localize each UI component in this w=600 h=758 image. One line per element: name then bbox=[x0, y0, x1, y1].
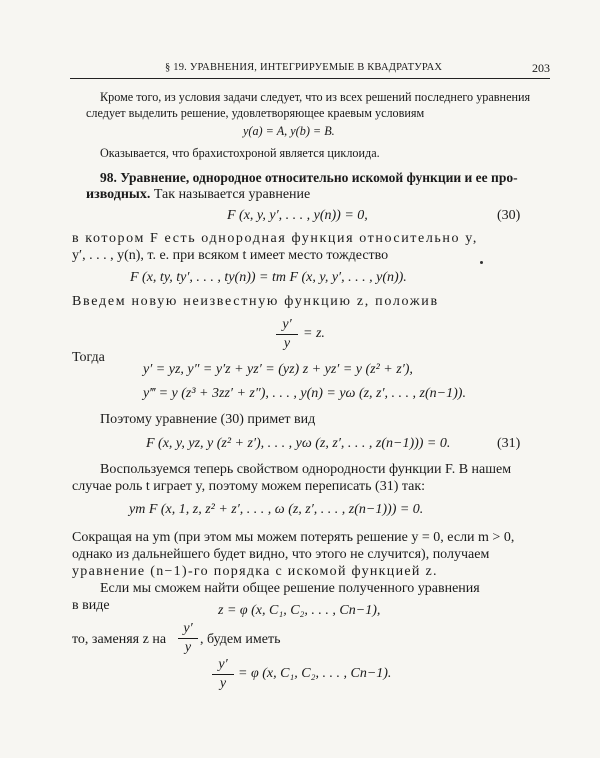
text-line-13: в виде bbox=[72, 598, 110, 613]
substitution-numerator: y′ bbox=[282, 317, 292, 332]
fraction-bar bbox=[276, 334, 298, 335]
derivative-line-1: y′ = yz, y″ = y′z + yz′ = (yz) z + yz′ = y (z² + z′), bbox=[143, 362, 413, 377]
equation-ym: ym F (x, 1, z, z² + z′, . . . , ω (z, z′, . . . , z(n−1))) = 0. bbox=[129, 502, 424, 517]
general-solution: z = φ (x, C₁, C₂, . . . , Cn−1), bbox=[218, 603, 381, 618]
replace-numerator: y′ bbox=[183, 621, 193, 636]
equation-31: F (x, y, yz, y (z² + z′), . . . , yω (z, z′, . . . , z(n−1))) = 0. bbox=[146, 436, 451, 451]
final-numerator: y′ bbox=[218, 657, 228, 672]
text-line-14b: , будем иметь bbox=[200, 632, 281, 647]
text-line-6: Поэтому уравнение (30) примет вид bbox=[100, 412, 316, 427]
replace-fraction bbox=[178, 621, 198, 656]
replace-denominator: y bbox=[184, 640, 192, 655]
equation-30: F (x, y, y′, . . . , y(n)) = 0, bbox=[227, 208, 368, 223]
boundary-conditions-formula: y(a) = A, y(b) = B. bbox=[243, 124, 335, 138]
fraction-bar bbox=[178, 638, 198, 639]
equation-31-label: (31) bbox=[497, 436, 521, 451]
equation-30-label: (30) bbox=[497, 208, 521, 223]
intro-line-3: Оказывается, что брахистохроной является циклоида. bbox=[100, 146, 380, 160]
text-line-12: Если мы сможем найти общее решение полученного уравнения bbox=[100, 581, 480, 596]
print-speck bbox=[480, 261, 483, 264]
text-line-4: y′, . . . , y(n), т. е. при всяком t имеет место тождество bbox=[72, 248, 389, 263]
section-line-2-rest: Так называется уравнение bbox=[153, 187, 311, 202]
text-line-8: случае роль t играет y, поэтому можем переписать (31) так: bbox=[72, 479, 426, 494]
section-heading-cont: изводных. bbox=[86, 187, 151, 202]
substitution-denominator: y bbox=[283, 336, 291, 351]
page-number: 203 bbox=[532, 61, 550, 75]
substitution-rhs: = z. bbox=[303, 326, 325, 341]
text-line-9: Сокращая на ym (при этом мы можем потерять решение y = 0, если m > 0, bbox=[72, 530, 515, 545]
section-heading: 98. Уравнение, однородное относительно искомой функции и ее про- bbox=[100, 170, 518, 185]
text-line-7: Воспользуемся теперь свойством однородности функции F. В нашем bbox=[100, 462, 512, 477]
text-line-11: уравнение (n−1)-го порядка с искомой функцией z. bbox=[72, 564, 438, 579]
intro-line-2: следует выделить решение, удовлетворяющее краевым условиям bbox=[86, 106, 425, 120]
text-line-10: однако из дальнейшего будет видно, что этого не случится), получаем bbox=[72, 547, 490, 562]
running-header bbox=[70, 62, 550, 79]
header-title: § 19. УРАВНЕНИЯ, ИНТЕГРИРУЕМЫЕ В КВАДРАТУРАХ bbox=[165, 62, 443, 73]
text-line-14a: то, заменяя z на bbox=[72, 632, 167, 647]
final-equation-rhs: = φ (x, C₁, C₂, . . . , Cn−1). bbox=[238, 666, 392, 681]
final-denominator: y bbox=[219, 676, 227, 691]
intro-line-1: Кроме того, из условия задачи следует, что из всех решений последнего уравнения bbox=[100, 90, 531, 104]
final-fraction bbox=[212, 657, 234, 692]
fraction-bar bbox=[212, 674, 234, 675]
then-word: Тогда bbox=[72, 350, 105, 365]
derivative-line-2: y‴ = y (z³ + 3zz′ + z″), . . . , y(n) = yω (z, z′, . . . , z(n−1)). bbox=[143, 386, 466, 401]
text-line-3: в котором F есть однородная функция относительно y, bbox=[72, 231, 478, 246]
text-line-5: Введем новую неизвестную функцию z, положив bbox=[72, 294, 439, 309]
substitution-fraction bbox=[276, 317, 298, 352]
section-heading-line-2 bbox=[86, 187, 310, 203]
homogeneity-identity: F (x, ty, ty′, . . . , ty(n)) = tm F (x, y, y′, . . . , y(n)). bbox=[130, 270, 407, 285]
